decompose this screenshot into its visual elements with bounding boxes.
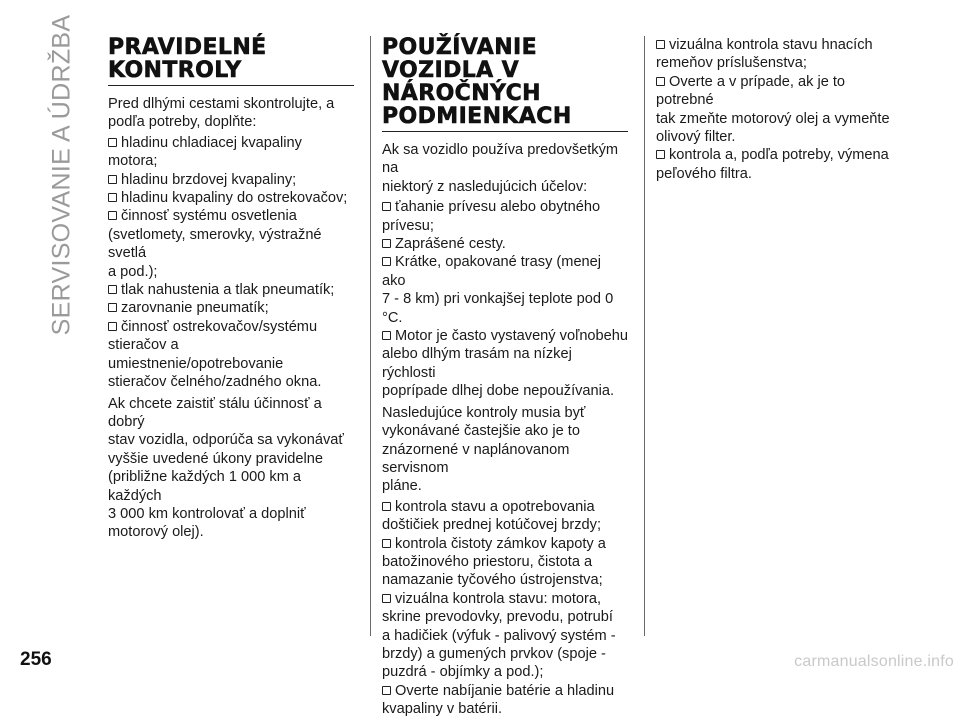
checkbox-icon (108, 211, 117, 220)
checkbox-icon (108, 303, 117, 312)
checkbox-icon (382, 594, 391, 603)
checkbox-icon (656, 77, 665, 86)
list-item: vizuálna kontrola stavu: motora, skrine prevodovky, prevodu, potrubí a hadičiek (výfuk - palivový systém - brzdy) a gumených prvkov (spoje - puzdrá - objímky a pod.); (382, 590, 616, 681)
page-number: 256 (20, 649, 52, 670)
heading-severe-conditions: POUŽÍVANIE VOZIDLA V NÁROČNÝCH PODMIENKACH (382, 36, 628, 132)
list-item: činnosť ostrekovačov/systému stieračov a umiestnenie/opotrebovanie stieračov čelného/zadného okna. (108, 318, 322, 391)
checkbox-icon (656, 150, 665, 159)
column-regular-checks (108, 36, 354, 544)
outro-paragraph: Ak chcete zaistiť stálu účinnosť a dobrý stav vozidla, odporúča sa vykonávať vyššie uvedené úkony pravidelne (približne každých 1 000 km a každých 3 000 km kontrolovať a doplniť motorový olej). (108, 395, 344, 541)
checkbox-icon (108, 175, 117, 184)
column-divider (370, 36, 371, 636)
list-item: Motor je často vystavený voľnobehu alebo dlhým trasám na nízkej rýchlosti poprípade dlhej dobe nepoužívania. (382, 328, 629, 400)
list-item: kontrola stavu a opotrebovania doštičiek prednej kotúčovej brzdy; (382, 498, 602, 534)
checkbox-icon (382, 239, 391, 248)
column-severe-conditions (382, 36, 628, 719)
checkbox-icon (382, 686, 391, 695)
checkbox-icon (382, 502, 391, 511)
checkbox-icon (108, 322, 117, 331)
checkbox-icon (382, 257, 391, 266)
heading-regular-checks: PRAVIDELNÉ KONTROLY (108, 36, 354, 86)
list-item: ťahanie prívesu alebo obytného prívesu; (382, 199, 601, 234)
list-item: činnosť systému osvetlenia (svetlomety, smerovky, výstražné svetlá a pod.); (108, 208, 322, 280)
checkbox-icon (382, 331, 391, 340)
list-item: hladinu kvapaliny do ostrekovačov; (108, 189, 354, 207)
list-item: Overte a v prípade, ak je to potrebné tak zmeňte motorový olej a vymeňte olivový filter. (656, 73, 890, 146)
section-title-text: SERVISOVANIE A ÚDRŽBA (47, 14, 76, 336)
checkbox-icon (108, 285, 117, 294)
checkbox-icon (108, 138, 117, 147)
list-item: Overte nabíjanie batérie a hladinu kvapaliny v batérii. (382, 682, 615, 718)
list-item: Krátke, opakované trasy (menej ako 7 - 8 km) pri vonkajšej teplote pod 0 °C. (382, 254, 614, 326)
list-item: Zaprášené cesty. (382, 235, 628, 253)
watermark: carmanualsonline.info (794, 653, 954, 670)
list-item: vizuálna kontrola stavu hnacích remeňov príslušenstva; (656, 37, 873, 72)
list-item: hladinu chladiacej kvapaliny motora; (108, 134, 302, 170)
list-item: kontrola čistoty zámkov kapoty a batožinového priestoru, čistota a namazanie tyčového ústrojenstva; (382, 535, 606, 589)
column-divider (644, 36, 645, 636)
checkbox-icon (656, 40, 665, 49)
list-item: hladinu brzdovej kvapaliny; (108, 171, 354, 189)
list-item: zarovnanie pneumatík; (108, 299, 354, 317)
checkbox-icon (108, 193, 117, 202)
list-item: tlak nahustenia a tlak pneumatík; (108, 281, 354, 299)
intro-paragraph: Ak sa vozidlo používa predovšetkým na niektorý z nasledujúcich účelov: (382, 142, 619, 195)
checkbox-icon (382, 202, 391, 211)
list-item: kontrola a, podľa potreby, výmena peľového filtra. (656, 147, 889, 182)
section-side-title (42, 14, 82, 336)
checkbox-icon (382, 539, 391, 548)
middle-paragraph: Nasledujúce kontroly musia byť vykonávané častejšie ako je to znázornené v naplánovanom servisnom pláne. (382, 404, 586, 495)
intro-paragraph: Pred dlhými cestami skontrolujte, a podľa potreby, doplňte: (108, 96, 335, 131)
column-continued-checks (656, 36, 906, 183)
